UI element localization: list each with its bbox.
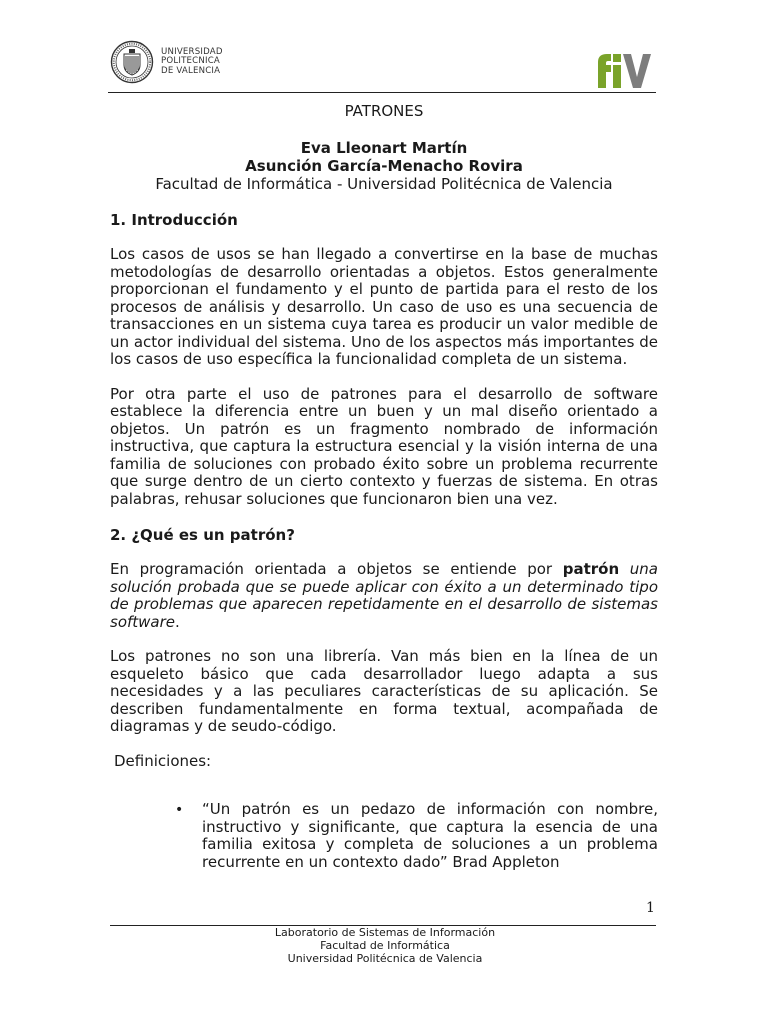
university-name-line-1: UNIVERSIDAD (161, 47, 223, 57)
intro-paragraph-1: Los casos de usos se han llegado a convertirse en la base de muchas metodologías de desarrollo orientadas a objetos. Estos generalmente proporcionan el fundamento y el punto de partida para el resto de los procesos de análisis y desarrollo. Un caso de uso es una secuencia de transacciones en un sistema cuya tarea es producir un valor medible de un actor individual del sistema. Uno de los aspectos más importantes de los casos de uso específica la funcionalidad completa de un sistema. (110, 245, 658, 368)
footer-line-3: Universidad Politécnica de Valencia (287, 952, 483, 965)
que-es-paragraph-1 (110, 561, 658, 631)
document-body (110, 100, 658, 770)
que-es-p1-start: En programación orientada a objetos se entiende por (110, 560, 563, 578)
bullet-icon: • (175, 802, 184, 818)
definition-quote: “Un patrón es un pedazo de información con nombre, instructivo y significante, que captura la esencia de una familia exitosa y completa de soluciones a un problema recurrente en un contexto dado” Brad Appleton (202, 800, 658, 871)
university-seal-logo (110, 40, 154, 84)
affiliation: Facultad de Informática - Universidad Politécnica de Valencia (155, 175, 613, 193)
footer-line-2: Facultad de Informática (320, 939, 450, 952)
que-es-p1-italic-definition: una solución probada que se puede aplicar con éxito a un determinado tipo de problemas que aparecen repetidamente en el desarrollo de sistemas software (110, 560, 658, 631)
university-name (161, 48, 223, 76)
section-heading-que-es-patron: 2. ¿Qué es un patrón? (110, 526, 295, 544)
page-footer (110, 926, 660, 965)
header-divider (108, 92, 656, 93)
university-name-line-2: POLITECNICA (161, 56, 220, 67)
section-heading-introduction: 1. Introducción (110, 211, 238, 229)
university-name-line-3: DE VALENCIA (161, 65, 221, 76)
author-2: Asunción García-Menacho Rovira (245, 157, 523, 175)
definitions-label: Definiciones: (114, 751, 212, 770)
intro-paragraph-2: Por otra parte el uso de patrones para el desarrollo de software establece la diferencia entre un buen y un mal diseño orientado a objetos. Un patrón es un fragmento nombrado de información instructiva, que captura la estructura esencial y la visión interna de una familia de soluciones con probado éxito sobre un problema recurrente que surge dentro de un cierto contexto y fuerzas de sistema. En otras palabras, rehusar soluciones que funcionaron bien una vez. (110, 384, 658, 508)
document-title: PATRONES (344, 102, 424, 120)
author-1: Eva Lleonart Martín (300, 139, 468, 157)
que-es-p1-bold-term: patrón (562, 560, 620, 578)
que-es-paragraph-2: Los patrones no son una librería. Van más bien en la línea de un esqueleto básico que cada desarrollador luego adapta a sus necesidades y a las peculiares características de su aplicación. Se describen fundamentalmente en forma textual, acompañada de diagramas y de seudo-código. (110, 647, 658, 735)
page-header (108, 38, 656, 92)
fiv-logo (592, 48, 652, 90)
footer-line-1: Laboratorio de Sistemas de Información (274, 926, 496, 939)
page-number: 1 (646, 900, 655, 916)
que-es-p1-end: . (175, 612, 180, 631)
